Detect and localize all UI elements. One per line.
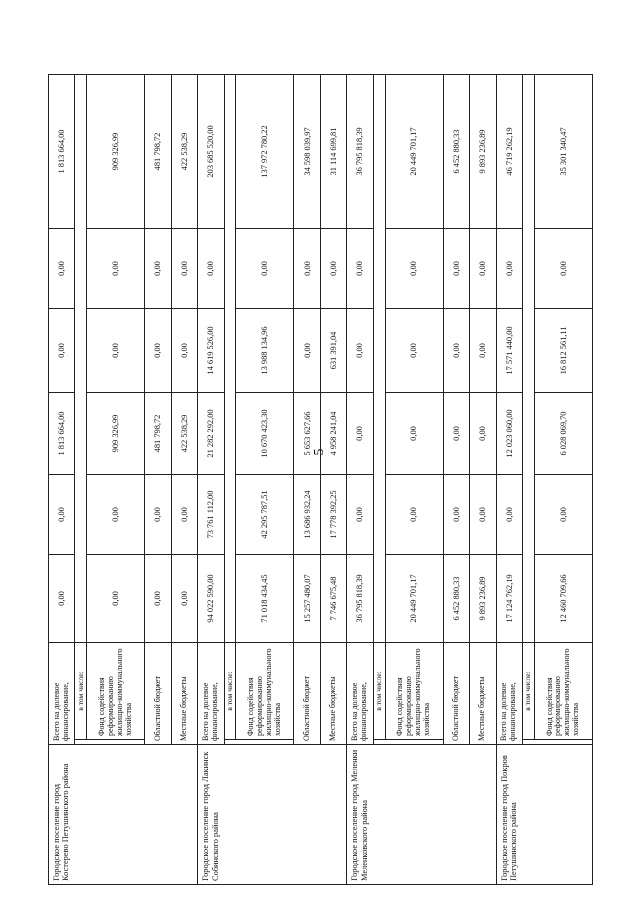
- value-cell: 0,00: [443, 228, 469, 308]
- value-cell: 6 028 069,70: [534, 392, 592, 474]
- value-cell: 0,00: [294, 308, 320, 392]
- value-cell: 0,00: [385, 228, 443, 308]
- indent-cell: [373, 740, 443, 745]
- category-total-label: Всего на долевое финансирование,: [49, 642, 75, 744]
- value-cell: 0,00: [470, 308, 496, 392]
- indent-cell: [75, 740, 145, 745]
- value-cell: 17 124 762,19: [496, 554, 522, 642]
- value-cell: 0,00: [49, 228, 75, 308]
- total-value: 481 798,72: [145, 74, 171, 228]
- category-label: Местные бюджеты: [320, 642, 346, 744]
- value-cell: 0,00: [87, 228, 145, 308]
- category-label: Местные бюджеты: [171, 642, 197, 744]
- value-cell: 73 761 112,00: [198, 474, 224, 554]
- category-total-label: Всего на долевое финансирование,: [198, 642, 224, 744]
- value-cell: 422 538,29: [171, 392, 197, 474]
- total-value: 1 813 664,00: [49, 74, 75, 228]
- value-cell: 0,00: [49, 308, 75, 392]
- value-cell: 0,00: [470, 392, 496, 474]
- value-cell: 0,00: [236, 228, 294, 308]
- table-row: [49, 74, 75, 884]
- value-cell: 16 812 561,11: [534, 308, 592, 392]
- table-row: [198, 74, 224, 884]
- fund-label: Фонд содействия реформированию жилищно-коммунального хозяйства: [534, 642, 592, 739]
- empty-cell: [523, 74, 535, 642]
- value-cell: 0,00: [347, 228, 373, 308]
- value-cell: 0,00: [470, 228, 496, 308]
- value-cell: 0,00: [534, 474, 592, 554]
- total-value: 9 893 236,89: [470, 74, 496, 228]
- total-value: 35 301 340,47: [534, 74, 592, 228]
- value-cell: 0,00: [87, 474, 145, 554]
- value-cell: 15 257 480,07: [294, 554, 320, 642]
- value-cell: 17 778 392,25: [320, 474, 346, 554]
- category-label: Областной бюджет: [294, 642, 320, 744]
- empty-cell: [75, 74, 87, 642]
- value-cell: 0,00: [320, 228, 346, 308]
- value-cell: 0,00: [534, 228, 592, 308]
- value-cell: 9 893 236,89: [470, 554, 496, 642]
- value-cell: 6 452 880,33: [443, 554, 469, 642]
- total-value: 6 452 880,33: [443, 74, 469, 228]
- value-cell: 12 460 709,66: [534, 554, 592, 642]
- indent-cell: [523, 740, 593, 745]
- value-cell: 0,00: [198, 228, 224, 308]
- municipality-name: Городское поселение город Меленки Меленковского района: [347, 745, 496, 885]
- value-cell: 0,00: [145, 228, 171, 308]
- value-cell: 909 326,99: [87, 392, 145, 474]
- budget-table: [48, 74, 593, 885]
- value-cell: 631 391,04: [320, 308, 346, 392]
- value-cell: 71 018 434,45: [236, 554, 294, 642]
- value-cell: 4 958 241,04: [320, 392, 346, 474]
- municipality-name: Городское поселение город Покров Петушинского района: [496, 745, 592, 885]
- value-cell: 0,00: [145, 308, 171, 392]
- value-cell: 0,00: [496, 474, 522, 554]
- value-cell: 0,00: [385, 392, 443, 474]
- value-cell: 481 798,72: [145, 392, 171, 474]
- total-value: 31 114 699,81: [320, 74, 346, 228]
- value-cell: 0,00: [87, 308, 145, 392]
- fund-label: Фонд содействия реформированию жилищно-коммунального хозяйства: [236, 642, 294, 739]
- municipality-name: Городское поселение город Костерево Петушинского района: [49, 745, 198, 885]
- total-value: 20 449 701,17: [385, 74, 443, 228]
- empty-cell: [373, 74, 385, 642]
- value-cell: 5 653 627,66: [294, 392, 320, 474]
- value-cell: 0,00: [171, 308, 197, 392]
- value-cell: 0,00: [443, 474, 469, 554]
- including-label: в том числе:: [373, 642, 385, 739]
- value-cell: 0,00: [443, 308, 469, 392]
- value-cell: 0,00: [145, 554, 171, 642]
- total-value: 36 795 818,39: [347, 74, 373, 228]
- total-value: 422 538,29: [171, 74, 197, 228]
- total-value: 137 972 780,22: [236, 74, 294, 228]
- category-total-label: Всего на долевое финансирование,: [347, 642, 373, 744]
- value-cell: 0,00: [385, 308, 443, 392]
- value-cell: 0,00: [49, 474, 75, 554]
- value-cell: 0,00: [171, 474, 197, 554]
- value-cell: 20 449 701,17: [385, 554, 443, 642]
- value-cell: 13 686 932,24: [294, 474, 320, 554]
- value-cell: 12 023 060,00: [496, 392, 522, 474]
- including-label: в том числе:: [523, 642, 535, 739]
- total-value: 46 719 262,19: [496, 74, 522, 228]
- empty-cell: [224, 74, 236, 642]
- fund-label: Фонд содействия реформированию жилищно-коммунального хозяйства: [385, 642, 443, 739]
- total-value: 909 326,99: [87, 74, 145, 228]
- value-cell: 0,00: [443, 392, 469, 474]
- value-cell: 0,00: [347, 474, 373, 554]
- value-cell: 94 022 590,00: [198, 554, 224, 642]
- table-row: [496, 74, 522, 884]
- table-row: [347, 74, 373, 884]
- value-cell: 0,00: [145, 474, 171, 554]
- value-cell: 0,00: [470, 474, 496, 554]
- fund-label: Фонд содействия реформированию жилищно-коммунального хозяйства: [87, 642, 145, 739]
- value-cell: 42 295 787,51: [236, 474, 294, 554]
- value-cell: 21 282 292,00: [198, 392, 224, 474]
- budget-table-rotated: [48, 75, 593, 885]
- value-cell: 0,00: [385, 474, 443, 554]
- value-cell: 0,00: [496, 228, 522, 308]
- category-label: Областной бюджет: [443, 642, 469, 744]
- municipality-name: Городское поселение город Лакинск Собинского района: [198, 745, 347, 885]
- total-value: 203 685 520,00: [198, 74, 224, 228]
- value-cell: 0,00: [171, 554, 197, 642]
- value-cell: 1 813 664,00: [49, 392, 75, 474]
- including-label: в том числе:: [224, 642, 236, 739]
- indent-cell: [224, 740, 294, 745]
- value-cell: 14 619 526,00: [198, 308, 224, 392]
- page-number: 5: [312, 448, 327, 456]
- value-cell: 0,00: [294, 228, 320, 308]
- value-cell: 0,00: [87, 554, 145, 642]
- value-cell: 0,00: [49, 554, 75, 642]
- category-label: Местные бюджеты: [470, 642, 496, 744]
- including-label: в том числе:: [75, 642, 87, 739]
- value-cell: 17 571 440,00: [496, 308, 522, 392]
- value-cell: 0,00: [347, 392, 373, 474]
- value-cell: 36 795 818,39: [347, 554, 373, 642]
- category-label: Областной бюджет: [145, 642, 171, 744]
- value-cell: 7 746 675,48: [320, 554, 346, 642]
- value-cell: 0,00: [171, 228, 197, 308]
- category-total-label: Всего на долевое финансирование,: [496, 642, 522, 744]
- total-value: 34 598 039,97: [294, 74, 320, 228]
- value-cell: 0,00: [347, 308, 373, 392]
- value-cell: 13 988 134,96: [236, 308, 294, 392]
- value-cell: 10 670 423,30: [236, 392, 294, 474]
